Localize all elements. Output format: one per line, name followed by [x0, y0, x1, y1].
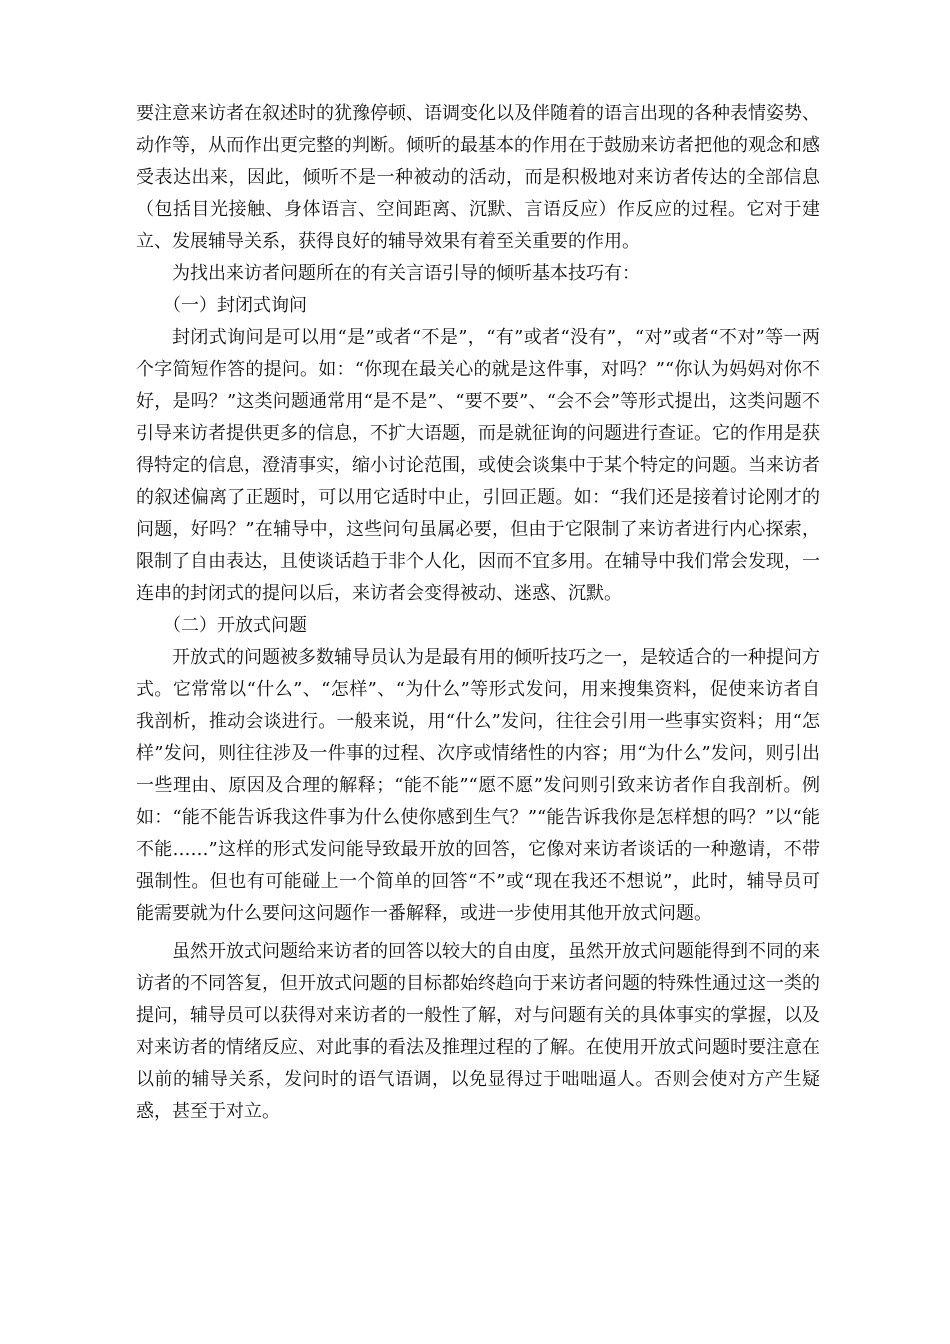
paragraph-open-questions-goal: 虽然开放式问题给来访者的回答以较大的自由度，虽然开放式问题能得到不同的来访者的不同答复，但开放式问题的目标都始终趋向于来访者问题的特殊性通过这一类的提问，辅导员可以获得对来访者的一般性了解，对与问题有关的具体事实的掌握，以及对来访者的情绪反应、对此事的看法及推理过程的了解。在使用开放式问题时要注意在以前的辅导关系，发问时的语气语调，以免显得过于咄咄逼人。否则会使对方产生疑惑，甚至于对立。 — [136, 941, 820, 1122]
document-body — [136, 98, 820, 1128]
paragraph-techniques-intro: 为找出来访者问题所在的有关言语引导的倾听基本技巧有： — [172, 263, 640, 284]
paragraph-closed-questions: 封闭式询问是可以用“是”或者“不是”，“有”或者“没有”，“对”或者“不对”等一两个字简短作答的提问。如：“你现在最关心的就是这件事，对吗？”“你认为妈妈对你不好，是吗？”这类问题通常用“是不是”、“要不要”、“会不会”等形式提出，这类问题不引导来访者提供更多的信息，不扩大语题，而是就征询的问题进行查证。它的作用是获得特定的信息，澄清事实，缩小讨论范围，或使会谈集中于某个特定的问题。当来访者的叙述偏离了正题时，可以用它适时中止，引回正题。如：“我们还是接着讨论刚才的问题，好吗？”在辅导中，这些问句虽属必要，但由于它限制了来访者进行内心探索，限制了自由表达，且使谈话趋于非个人化，因而不宜多用。在辅导中我们常会发现，一连串的封闭式的提问以后，来访者会变得被动、迷惑、沉默。 — [136, 327, 820, 604]
section-heading-closed-questions: （一）封闭式询问 — [163, 295, 307, 316]
paragraph-listening-role: 要注意来访者在叙述时的犹豫停顿、语调变化以及伴随着的语言出现的各种表情姿势、动作等，从而作出更完整的判断。倾听的最基本的作用在于鼓励来访者把他的观念和感受表达出来，因此，倾听不是一种被动的活动，而是积极地对来访者传达的全部信息（包括目光接触、身体语言、空间距离、沉默、言语反应）作反应的过程。它对于建立、发展辅导关系，获得良好的辅导效果有着至关重要的作用。 — [136, 103, 820, 252]
paragraph-open-questions: 开放式的问题被多数辅导员认为是最有用的倾听技巧之一，是较适合的一种提问方式。它常常以“什么”、“怎样”、“为什么”等形式发问，用来搜集资料，促使来访者自我剖析，推动会谈进行。一般来说，用“什么”发问，往往会引用一些事实资料；用“怎样”发问，则往往涉及一件事的过程、次序或情绪性的内容；用“为什么”发问，则引出一些理由、原因及合理的解释；“能不能”“愿不愿”发问则引致来访者作自我剖析。例如：“能不能告诉我这件事为什么使你感到生气？”“能告诉我你是怎样想的吗？”以“能不能……”这样的形式发问能导致最开放的回答，它像对来访者谈话的一种邀请，不带强制性。但也有可能碰上一个简单的回答“不”或“现在我还不想说”，此时，辅导员可能需要就为什么要问这问题作一番解释，或进一步使用其他开放式问题。 — [136, 647, 820, 924]
section-heading-open-questions: （二）开放式问题 — [163, 615, 307, 636]
